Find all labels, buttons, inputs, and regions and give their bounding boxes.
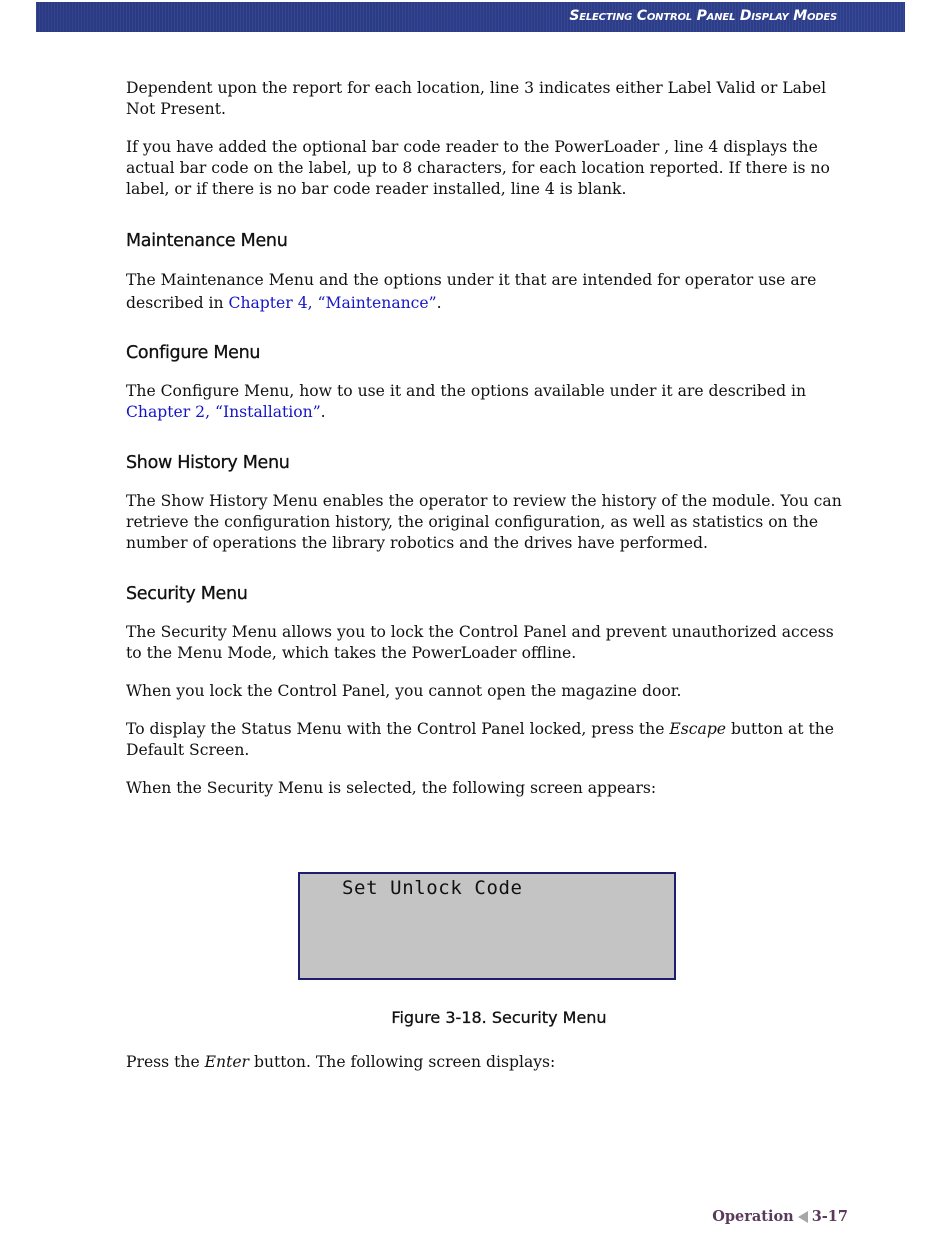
paragraph: The Show History Menu enables the operator to review the history of the module. You can retrieve the configuration history, the original configuration, as well as statistics on the number of operations the library robotics and the drives have performed.: [126, 492, 842, 552]
section-heading-security: Security Menu: [126, 584, 248, 604]
lcd-line-1: Set Unlock Code: [342, 877, 523, 899]
triangle-left-icon: [798, 1211, 808, 1223]
page-number: 3-17: [811, 1208, 848, 1225]
running-header: Selecting Control Panel Display Modes: [569, 8, 837, 24]
header-bar: [36, 2, 905, 32]
paragraph: The Security Menu allows you to lock the Control Panel and prevent unauthorized access to the Menu Mode, which takes the PowerLoader offline.: [126, 623, 834, 662]
paragraph: Dependent upon the report for each location, line 3 indicates either Label Valid or Label Not Present.: [126, 79, 827, 118]
section-heading-maintenance: Maintenance Menu: [126, 231, 288, 251]
paragraph: The Maintenance Menu and the options under it that are intended for operator use are described in Chapter 4, “Maintenance”.: [126, 271, 817, 312]
page-footer: [712, 1208, 848, 1225]
section-heading-history: Show History Menu: [126, 453, 290, 473]
page-body: [126, 78, 851, 799]
paragraph: When you lock the Control Panel, you cannot open the magazine door.: [126, 682, 682, 700]
figure-caption: Figure 3-18. Security Menu: [391, 1008, 607, 1027]
paragraph: If you have added the optional bar code reader to the PowerLoader , line 4 displays the actual bar code on the label, up to 8 characters, for each location reported. If there is no label, or if there is no bar code reader installed, line 4 is blank.: [126, 138, 830, 198]
paragraph: To display the Status Menu with the Control Panel locked, press the Escape button at the Default Screen.: [126, 720, 835, 759]
footer-section: Operation: [712, 1208, 794, 1225]
escape-button-name: Escape: [669, 720, 727, 738]
enter-button-name: Enter: [204, 1053, 250, 1071]
section-heading-configure: Configure Menu: [126, 343, 261, 363]
paragraph: When the Security Menu is selected, the following screen appears:: [126, 779, 657, 797]
chapter-4-link[interactable]: Chapter 4, “Maintenance”: [228, 294, 437, 312]
paragraph: Press the Enter button. The following screen displays:: [126, 1053, 556, 1071]
chapter-2-link[interactable]: Chapter 2, “Installation”: [126, 403, 321, 421]
lcd-screen: [298, 872, 676, 980]
paragraph: The Configure Menu, how to use it and the options available under it are described in Chapter 2, “Installation”.: [126, 382, 807, 421]
